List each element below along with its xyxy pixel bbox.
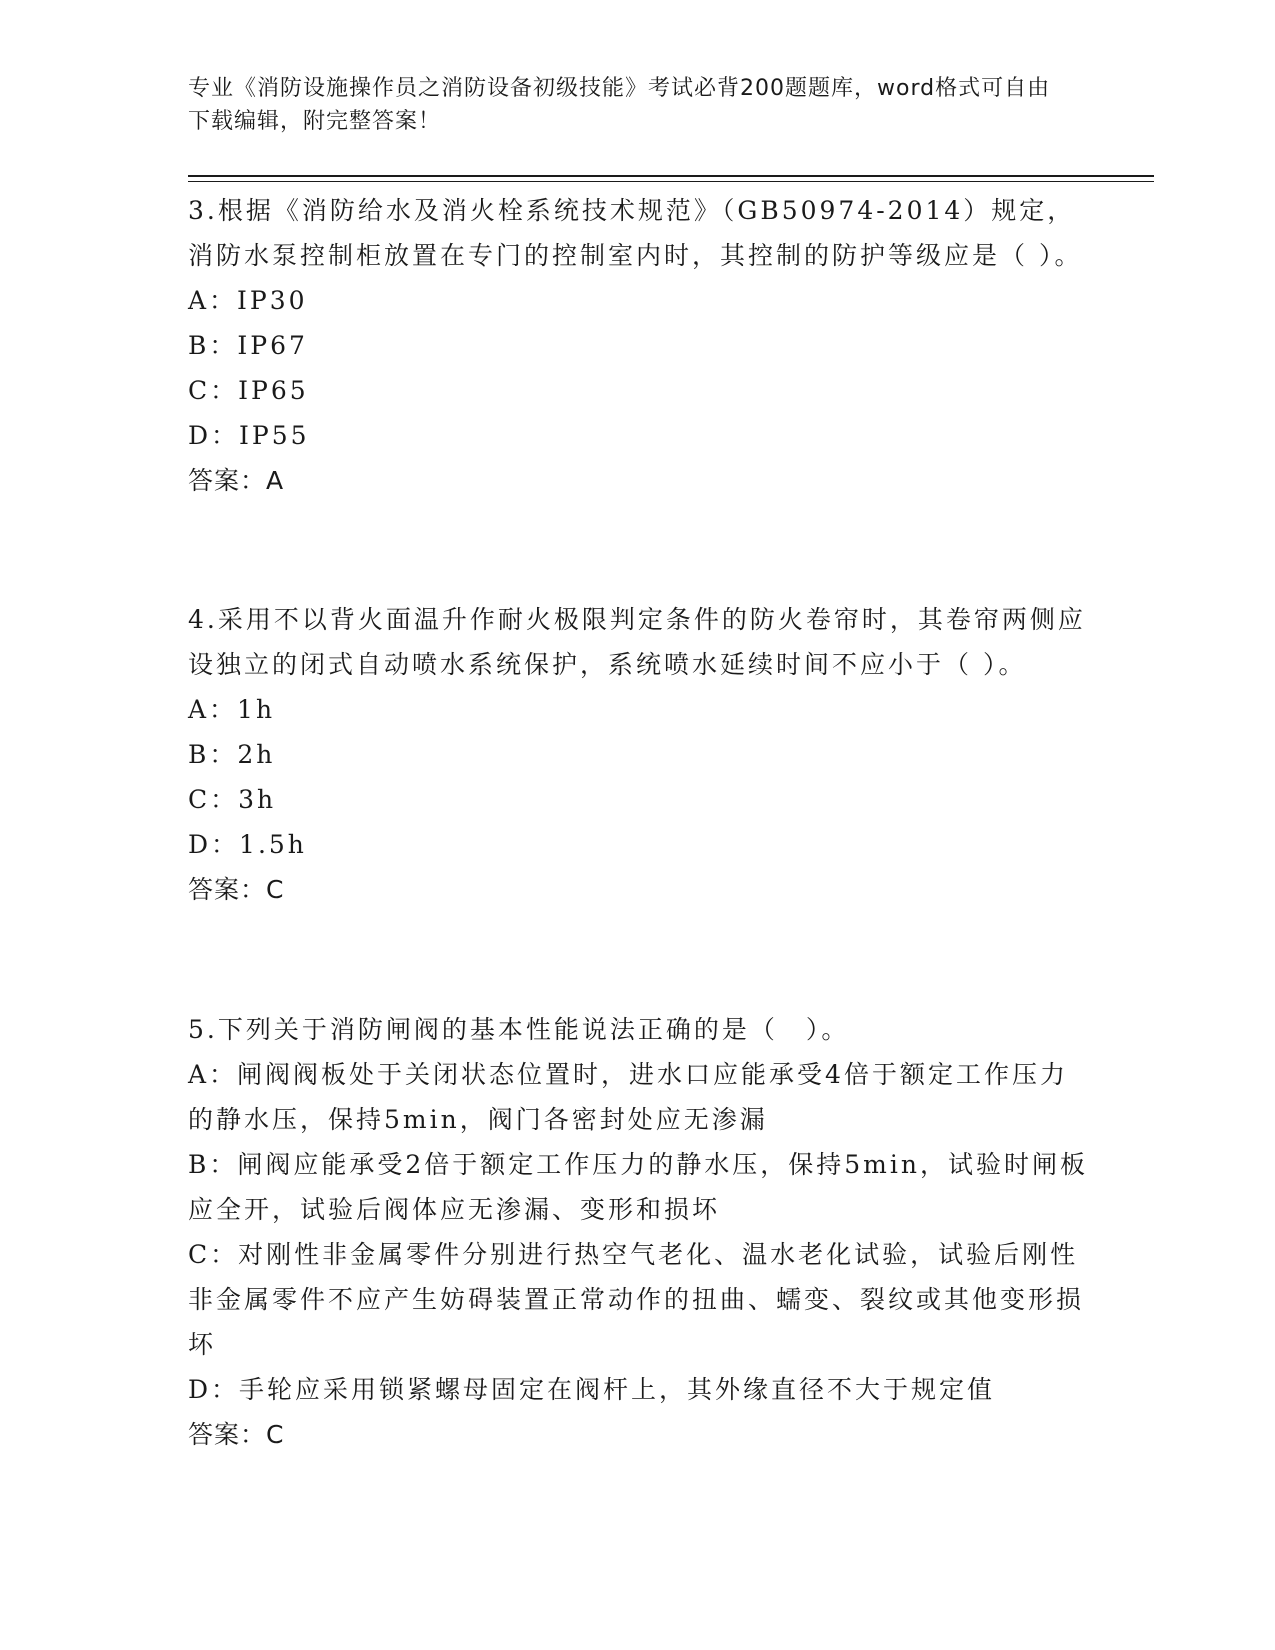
option-c: C：IP65 xyxy=(188,376,309,405)
question-stem: 3.根据《消防给水及消火栓系统技术规范》（GB50974-2014）规定，消防水泵控制柜放置在专门的控制室内时，其控制的防护等级应是（ ）。 xyxy=(188,196,1083,270)
document-header: 专业《消防设施操作员之消防设备初级技能》考试必背200题题库，word格式可自由下载编辑，附完整答案！ xyxy=(188,76,1051,134)
option-c: C：对刚性非金属零件分别进行热空气老化、温水老化试验，试验后刚性非金属零件不应产生妨碍装置正常动作的扭曲、蠕变、裂纹或其他变形损坏 xyxy=(188,1240,1085,1359)
question-stem: 5.下列关于消防闸阀的基本性能说法正确的是（ ）。 xyxy=(188,1015,850,1044)
option-d: D：手轮应采用锁紧螺母固定在阀杆上，其外缘直径不大于规定值 xyxy=(188,1375,996,1404)
answer-label: 答案：C xyxy=(188,875,285,904)
option-c: C：3h xyxy=(188,785,277,814)
question-5 xyxy=(188,1007,1088,1457)
question-4 xyxy=(188,597,1088,912)
answer-label: 答案：C xyxy=(188,1420,285,1449)
header-divider-thick xyxy=(188,175,1154,177)
option-a: A：1h xyxy=(188,695,276,724)
option-b: B：闸阀应能承受2倍于额定工作压力的静水压，保持5min，试验时闸板应全开，试验后阀体应无渗漏、变形和损坏 xyxy=(188,1150,1088,1224)
option-a: A：闸阀阀板处于关闭状态位置时，进水口应能承受4倍于额定工作压力的静水压，保持5min，阀门各密封处应无渗漏 xyxy=(188,1060,1068,1134)
option-b: B：2h xyxy=(188,740,276,769)
header-divider-thin xyxy=(188,181,1154,182)
option-d: D：IP55 xyxy=(188,421,310,450)
option-b: B：IP67 xyxy=(188,331,308,360)
question-stem: 4.采用不以背火面温升作耐火极限判定条件的防火卷帘时，其卷帘两侧应设独立的闭式自动喷水系统保护，系统喷水延续时间不应小于（ ）。 xyxy=(188,605,1086,679)
option-a: A：IP30 xyxy=(188,286,308,315)
option-d: D：1.5h xyxy=(188,830,307,859)
answer-label: 答案：A xyxy=(188,466,285,495)
question-3 xyxy=(188,188,1088,503)
